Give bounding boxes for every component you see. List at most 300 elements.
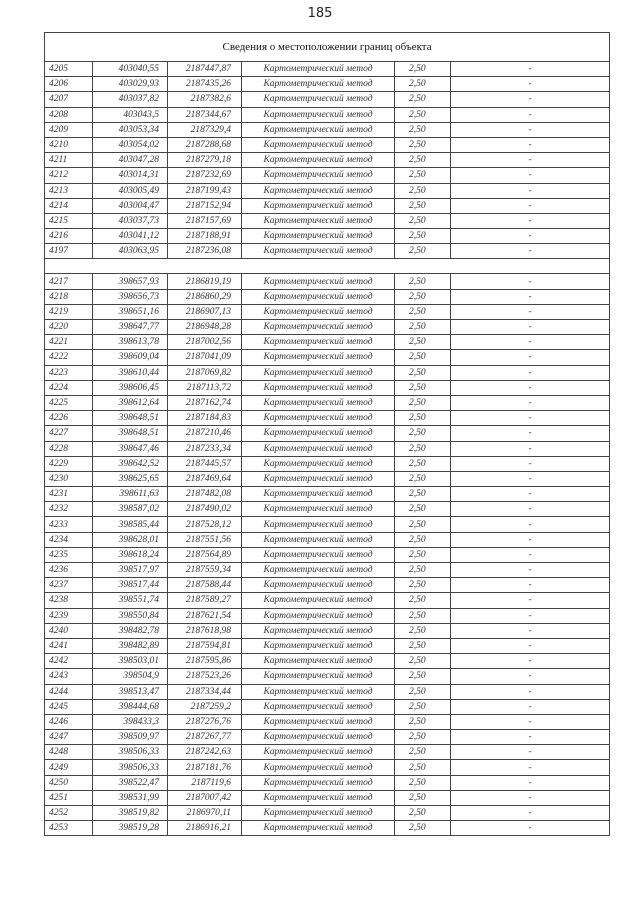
point-number-cell: 4247: [45, 730, 93, 745]
description-cell: -: [451, 183, 610, 198]
error-cell: 2,50: [395, 517, 451, 532]
description-cell: -: [451, 547, 610, 562]
description-cell: -: [451, 198, 610, 213]
point-number-cell: 4219: [45, 304, 93, 319]
coord-x-cell: 403063,95: [93, 244, 168, 259]
table-row: [45, 654, 610, 669]
error-cell: 2,50: [395, 183, 451, 198]
error-cell: 2,50: [395, 608, 451, 623]
error-cell: 2,50: [395, 213, 451, 228]
table-row: [45, 730, 610, 745]
method-cell: Картометрический метод: [242, 806, 395, 821]
coord-x-cell: 398612,64: [93, 395, 168, 410]
coord-y-cell: 2187344,67: [168, 107, 242, 122]
error-cell: 2,50: [395, 806, 451, 821]
table-row: [45, 578, 610, 593]
coord-x-cell: 398531,99: [93, 790, 168, 805]
point-number-cell: 4253: [45, 821, 93, 836]
coord-x-cell: 398519,28: [93, 821, 168, 836]
coord-x-cell: 398519,82: [93, 806, 168, 821]
method-cell: Картометрический метод: [242, 289, 395, 304]
method-cell: Картометрический метод: [242, 411, 395, 426]
error-cell: 2,50: [395, 229, 451, 244]
point-number-cell: 4220: [45, 320, 93, 335]
description-cell: -: [451, 274, 610, 289]
table-row: [45, 821, 610, 836]
description-cell: -: [451, 395, 610, 410]
table-row: [45, 487, 610, 502]
coord-y-cell: 2186907,13: [168, 304, 242, 319]
description-cell: -: [451, 153, 610, 168]
coord-y-cell: 2187276,76: [168, 714, 242, 729]
error-cell: 2,50: [395, 578, 451, 593]
point-number-cell: 4233: [45, 517, 93, 532]
coord-y-cell: 2187618,98: [168, 623, 242, 638]
boundary-coordinates-table: [44, 32, 610, 836]
coord-x-cell: 403047,28: [93, 153, 168, 168]
error-cell: 2,50: [395, 107, 451, 122]
method-cell: Картометрический метод: [242, 578, 395, 593]
point-number-cell: 4227: [45, 426, 93, 441]
coord-x-cell: 398642,52: [93, 456, 168, 471]
method-cell: Картометрический метод: [242, 471, 395, 486]
description-cell: -: [451, 745, 610, 760]
coord-y-cell: 2186948,28: [168, 320, 242, 335]
method-cell: Картометрический метод: [242, 198, 395, 213]
method-cell: Картометрический метод: [242, 714, 395, 729]
description-cell: -: [451, 380, 610, 395]
description-cell: -: [451, 62, 610, 77]
method-cell: Картометрический метод: [242, 684, 395, 699]
table-row: [45, 213, 610, 228]
error-cell: 2,50: [395, 593, 451, 608]
coord-x-cell: 398651,16: [93, 304, 168, 319]
coord-x-cell: 398550,84: [93, 608, 168, 623]
description-cell: -: [451, 502, 610, 517]
error-cell: 2,50: [395, 456, 451, 471]
point-number-cell: 4208: [45, 107, 93, 122]
coord-x-cell: 398517,44: [93, 578, 168, 593]
table-row: [45, 775, 610, 790]
coord-x-cell: 398482,78: [93, 623, 168, 638]
table-row: [45, 699, 610, 714]
description-cell: -: [451, 654, 610, 669]
description-cell: -: [451, 229, 610, 244]
description-cell: -: [451, 335, 610, 350]
error-cell: 2,50: [395, 790, 451, 805]
method-cell: Картометрический метод: [242, 563, 395, 578]
coord-y-cell: 2187528,12: [168, 517, 242, 532]
coord-y-cell: 2187523,26: [168, 669, 242, 684]
coord-y-cell: 2187232,69: [168, 168, 242, 183]
table-row: [45, 77, 610, 92]
coord-x-cell: 403040,55: [93, 62, 168, 77]
error-cell: 2,50: [395, 395, 451, 410]
page-number: 185: [307, 6, 333, 21]
point-number-cell: 4228: [45, 441, 93, 456]
table-row: [45, 593, 610, 608]
error-cell: 2,50: [395, 745, 451, 760]
error-cell: 2,50: [395, 441, 451, 456]
table-row: [45, 244, 610, 259]
point-number-cell: 4213: [45, 183, 93, 198]
coord-y-cell: 2186916,21: [168, 821, 242, 836]
description-cell: -: [451, 487, 610, 502]
method-cell: Картометрический метод: [242, 730, 395, 745]
coord-y-cell: 2187469,64: [168, 471, 242, 486]
table-row: [45, 350, 610, 365]
description-cell: -: [451, 289, 610, 304]
method-cell: Картометрический метод: [242, 77, 395, 92]
point-number-cell: 4240: [45, 623, 93, 638]
coord-y-cell: 2187288,68: [168, 137, 242, 152]
method-cell: Картометрический метод: [242, 790, 395, 805]
table-row: [45, 563, 610, 578]
point-number-cell: 4235: [45, 547, 93, 562]
coord-y-cell: 2187113,72: [168, 380, 242, 395]
method-cell: Картометрический метод: [242, 699, 395, 714]
description-cell: -: [451, 532, 610, 547]
table-row: [45, 92, 610, 107]
table-row: [45, 411, 610, 426]
description-cell: -: [451, 669, 610, 684]
table-row: [45, 107, 610, 122]
error-cell: 2,50: [395, 62, 451, 77]
description-cell: -: [451, 77, 610, 92]
coord-x-cell: 398613,78: [93, 335, 168, 350]
error-cell: 2,50: [395, 320, 451, 335]
description-cell: -: [451, 790, 610, 805]
method-cell: Картометрический метод: [242, 62, 395, 77]
table-row: [45, 684, 610, 699]
point-number-cell: 4217: [45, 274, 93, 289]
error-cell: 2,50: [395, 669, 451, 684]
coord-x-cell: 398587,02: [93, 502, 168, 517]
point-number-cell: 4239: [45, 608, 93, 623]
method-cell: Картометрический метод: [242, 380, 395, 395]
method-cell: Картометрический метод: [242, 183, 395, 198]
method-cell: Картометрический метод: [242, 107, 395, 122]
point-number-cell: 4222: [45, 350, 93, 365]
table-row: [45, 122, 610, 137]
coord-y-cell: 2187152,94: [168, 198, 242, 213]
method-cell: Картометрический метод: [242, 304, 395, 319]
method-cell: Картометрический метод: [242, 320, 395, 335]
error-cell: 2,50: [395, 411, 451, 426]
point-number-cell: 4216: [45, 229, 93, 244]
point-number-cell: 4238: [45, 593, 93, 608]
point-number-cell: 4243: [45, 669, 93, 684]
coord-x-cell: 398551,74: [93, 593, 168, 608]
coord-x-cell: 398517,97: [93, 563, 168, 578]
point-number-cell: 4218: [45, 289, 93, 304]
coord-y-cell: 2187242,63: [168, 745, 242, 760]
table-row: [45, 608, 610, 623]
table-row: [45, 289, 610, 304]
coord-y-cell: 2187119,6: [168, 775, 242, 790]
coord-x-cell: 398509,97: [93, 730, 168, 745]
coord-y-cell: 2186819,19: [168, 274, 242, 289]
table-row: [45, 304, 610, 319]
point-number-cell: 4215: [45, 213, 93, 228]
coord-x-cell: 398433,3: [93, 714, 168, 729]
table-row: [45, 198, 610, 213]
point-number-cell: 4197: [45, 244, 93, 259]
error-cell: 2,50: [395, 350, 451, 365]
error-cell: 2,50: [395, 471, 451, 486]
coord-x-cell: 398585,44: [93, 517, 168, 532]
method-cell: Картометрический метод: [242, 623, 395, 638]
coord-x-cell: 398610,44: [93, 365, 168, 380]
coord-x-cell: 398625,65: [93, 471, 168, 486]
point-number-cell: 4236: [45, 563, 93, 578]
method-cell: Картометрический метод: [242, 137, 395, 152]
error-cell: 2,50: [395, 547, 451, 562]
description-cell: -: [451, 578, 610, 593]
error-cell: 2,50: [395, 502, 451, 517]
point-number-cell: 4242: [45, 654, 93, 669]
method-cell: Картометрический метод: [242, 502, 395, 517]
description-cell: -: [451, 593, 610, 608]
error-cell: 2,50: [395, 198, 451, 213]
coord-x-cell: 398513,47: [93, 684, 168, 699]
point-number-cell: 4250: [45, 775, 93, 790]
method-cell: Картометрический метод: [242, 517, 395, 532]
coord-x-cell: 398611,63: [93, 487, 168, 502]
table-row: [45, 669, 610, 684]
table-row: [45, 274, 610, 289]
error-cell: 2,50: [395, 638, 451, 653]
table-row: [45, 380, 610, 395]
description-cell: -: [451, 821, 610, 836]
coord-x-cell: 398506,33: [93, 760, 168, 775]
error-cell: 2,50: [395, 775, 451, 790]
method-cell: Картометрический метод: [242, 593, 395, 608]
coord-y-cell: 2187588,44: [168, 578, 242, 593]
coord-x-cell: 398647,77: [93, 320, 168, 335]
method-cell: Картометрический метод: [242, 775, 395, 790]
coord-x-cell: 398522,47: [93, 775, 168, 790]
point-number-cell: 4251: [45, 790, 93, 805]
error-cell: 2,50: [395, 77, 451, 92]
description-cell: -: [451, 517, 610, 532]
coord-x-cell: 398606,45: [93, 380, 168, 395]
error-cell: 2,50: [395, 335, 451, 350]
description-cell: -: [451, 730, 610, 745]
error-cell: 2,50: [395, 244, 451, 259]
table-row: [45, 745, 610, 760]
table-row: [45, 320, 610, 335]
method-cell: Картометрический метод: [242, 335, 395, 350]
coord-x-cell: 403037,82: [93, 92, 168, 107]
coord-y-cell: 2187551,56: [168, 532, 242, 547]
table-row: [45, 790, 610, 805]
description-cell: -: [451, 760, 610, 775]
coord-y-cell: 2187267,77: [168, 730, 242, 745]
point-number-cell: 4214: [45, 198, 93, 213]
error-cell: 2,50: [395, 380, 451, 395]
point-number-cell: 4252: [45, 806, 93, 821]
coord-y-cell: 2187181,76: [168, 760, 242, 775]
coord-y-cell: 2187589,27: [168, 593, 242, 608]
coord-x-cell: 398657,93: [93, 274, 168, 289]
coord-x-cell: 403041,12: [93, 229, 168, 244]
coord-y-cell: 2187329,4: [168, 122, 242, 137]
coord-x-cell: 398503,01: [93, 654, 168, 669]
coord-y-cell: 2186860,29: [168, 289, 242, 304]
method-cell: Картометрический метод: [242, 669, 395, 684]
description-cell: -: [451, 563, 610, 578]
table-row: [45, 532, 610, 547]
point-number-cell: 4212: [45, 168, 93, 183]
point-number-cell: 4209: [45, 122, 93, 137]
description-cell: -: [451, 350, 610, 365]
table-row: [45, 395, 610, 410]
table-row: [45, 456, 610, 471]
coord-y-cell: 2187069,82: [168, 365, 242, 380]
coord-x-cell: 398482,89: [93, 638, 168, 653]
error-cell: 2,50: [395, 654, 451, 669]
point-number-cell: 4232: [45, 502, 93, 517]
coord-x-cell: 403054,02: [93, 137, 168, 152]
coord-y-cell: 2187236,08: [168, 244, 242, 259]
description-cell: -: [451, 441, 610, 456]
description-cell: -: [451, 608, 610, 623]
coord-x-cell: 403029,93: [93, 77, 168, 92]
coord-y-cell: 2187002,56: [168, 335, 242, 350]
point-number-cell: 4245: [45, 699, 93, 714]
method-cell: Картометрический метод: [242, 654, 395, 669]
coord-x-cell: 403053,34: [93, 122, 168, 137]
coord-x-cell: 398648,51: [93, 411, 168, 426]
method-cell: Картометрический метод: [242, 395, 395, 410]
method-cell: Картометрический метод: [242, 229, 395, 244]
table-row: [45, 806, 610, 821]
description-cell: -: [451, 304, 610, 319]
description-cell: -: [451, 137, 610, 152]
error-cell: 2,50: [395, 92, 451, 107]
method-cell: Картометрический метод: [242, 274, 395, 289]
coord-y-cell: 2187259,2: [168, 699, 242, 714]
description-cell: -: [451, 456, 610, 471]
coord-y-cell: 2187435,26: [168, 77, 242, 92]
error-cell: 2,50: [395, 122, 451, 137]
table-row: [45, 229, 610, 244]
point-number-cell: 4226: [45, 411, 93, 426]
coord-y-cell: 2187447,87: [168, 62, 242, 77]
method-cell: Картометрический метод: [242, 350, 395, 365]
coord-y-cell: 2187162,74: [168, 395, 242, 410]
error-cell: 2,50: [395, 168, 451, 183]
coord-x-cell: 398506,33: [93, 745, 168, 760]
description-cell: -: [451, 426, 610, 441]
method-cell: Картометрический метод: [242, 487, 395, 502]
coord-y-cell: 2187490,02: [168, 502, 242, 517]
table-row: [45, 547, 610, 562]
table-row: [45, 638, 610, 653]
coord-y-cell: 2187564,89: [168, 547, 242, 562]
method-cell: Картометрический метод: [242, 456, 395, 471]
description-cell: -: [451, 623, 610, 638]
coord-x-cell: 403014,31: [93, 168, 168, 183]
description-cell: -: [451, 699, 610, 714]
description-cell: -: [451, 471, 610, 486]
table-row: [45, 365, 610, 380]
table-row: [45, 153, 610, 168]
point-number-cell: 4234: [45, 532, 93, 547]
table-row: [45, 168, 610, 183]
method-cell: Картометрический метод: [242, 122, 395, 137]
coord-x-cell: 398647,46: [93, 441, 168, 456]
method-cell: Картометрический метод: [242, 92, 395, 107]
method-cell: Картометрический метод: [242, 244, 395, 259]
description-cell: -: [451, 92, 610, 107]
method-cell: Картометрический метод: [242, 441, 395, 456]
description-cell: -: [451, 244, 610, 259]
point-number-cell: 4249: [45, 760, 93, 775]
table-row: [45, 502, 610, 517]
coord-y-cell: 2187210,46: [168, 426, 242, 441]
separator-cell: [45, 259, 610, 274]
coord-y-cell: 2187595,86: [168, 654, 242, 669]
description-cell: -: [451, 122, 610, 137]
table-row: [45, 335, 610, 350]
coord-y-cell: 2187184,83: [168, 411, 242, 426]
method-cell: Картометрический метод: [242, 532, 395, 547]
error-cell: 2,50: [395, 714, 451, 729]
table-row: [45, 441, 610, 456]
table-title-row: [45, 33, 610, 62]
point-number-cell: 4210: [45, 137, 93, 152]
description-cell: -: [451, 684, 610, 699]
error-cell: 2,50: [395, 699, 451, 714]
error-cell: 2,50: [395, 274, 451, 289]
table-row: [45, 623, 610, 638]
coord-y-cell: 2187621,54: [168, 608, 242, 623]
point-number-cell: 4229: [45, 456, 93, 471]
error-cell: 2,50: [395, 289, 451, 304]
point-number-cell: 4231: [45, 487, 93, 502]
method-cell: Картометрический метод: [242, 638, 395, 653]
method-cell: Картометрический метод: [242, 213, 395, 228]
coord-x-cell: 403004,47: [93, 198, 168, 213]
error-cell: 2,50: [395, 760, 451, 775]
error-cell: 2,50: [395, 304, 451, 319]
table-row: [45, 137, 610, 152]
error-cell: 2,50: [395, 623, 451, 638]
point-number-cell: 4248: [45, 745, 93, 760]
error-cell: 2,50: [395, 153, 451, 168]
coord-y-cell: 2187382,6: [168, 92, 242, 107]
method-cell: Картометрический метод: [242, 821, 395, 836]
coord-x-cell: 403037,73: [93, 213, 168, 228]
error-cell: 2,50: [395, 426, 451, 441]
point-number-cell: 4221: [45, 335, 93, 350]
table-row: [45, 760, 610, 775]
table-row: [45, 517, 610, 532]
coord-x-cell: 398648,51: [93, 426, 168, 441]
coord-x-cell: 403005,49: [93, 183, 168, 198]
coord-y-cell: 2187199,43: [168, 183, 242, 198]
description-cell: -: [451, 107, 610, 122]
coord-y-cell: 2187041,09: [168, 350, 242, 365]
error-cell: 2,50: [395, 563, 451, 578]
point-number-cell: 4211: [45, 153, 93, 168]
point-number-cell: 4237: [45, 578, 93, 593]
error-cell: 2,50: [395, 487, 451, 502]
coord-y-cell: 2187279,18: [168, 153, 242, 168]
table-row: [45, 426, 610, 441]
